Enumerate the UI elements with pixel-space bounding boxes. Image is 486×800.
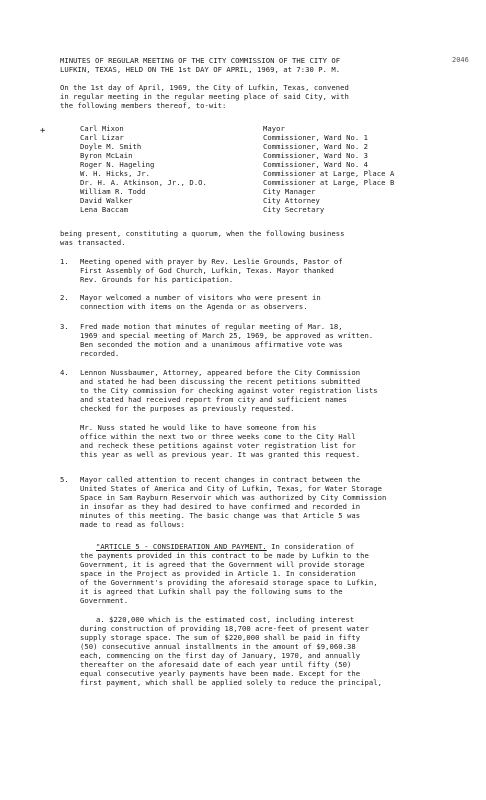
item-4-line: to the City commission for checking against voter registration lists: [80, 386, 378, 395]
item-1-line: First Assembly of God Church, Lufkin, Texas. Mayor thanked: [80, 266, 334, 275]
roll-title: Commissioner, Ward No. 1: [263, 133, 369, 142]
article-line: Government, it is agreed that the Government will provide storage: [80, 560, 365, 569]
item-3-line: recorded.: [80, 349, 120, 358]
article-sub-line: during construction of providing 18,700 acre-feet of present water: [80, 624, 369, 633]
roll-name: Doyle M. Smith: [80, 142, 142, 151]
item-5-line: made to read as follows:: [80, 520, 186, 529]
item-3-line: 1969 and special meeting of March 25, 1969, be approved as written.: [80, 331, 374, 340]
intro-line-3: the following members thereof, to-wit:: [60, 101, 227, 110]
roll-title: City Secretary: [263, 205, 325, 214]
item-number: 1.: [60, 257, 69, 266]
quorum-line-1: being present, constituting a quorum, when the following business: [60, 229, 345, 238]
minutes-header-line-1: MINUTES OF REGULAR MEETING OF THE CITY COMMISSION OF THE CITY OF: [60, 56, 341, 65]
item-4-line: Lennon Nussbaumer, Attorney, appeared before the City Commission: [80, 368, 361, 377]
roll-title: Mayor: [263, 124, 285, 133]
article-line: of the Government's providing the aforesaid storage space to Lufkin,: [80, 578, 378, 587]
item-1-line: Rev. Grounds for his participation.: [80, 275, 234, 284]
roll-title: Commissioner, Ward No. 2: [263, 142, 369, 151]
minutes-header-line-2: LUFKIN, TEXAS, HELD ON THE 1st DAY OF APRIL, 1969, at 7:30 P. M.: [60, 65, 341, 74]
item-5-line: in insofar as they had desired to have confirmed and recorded in: [80, 502, 361, 511]
item-5-line: United States of America and City of Lufkin, Texas, for Water Storage: [80, 484, 383, 493]
roll-name: Roger N. Hageling: [80, 160, 155, 169]
article-sub-line: supply storage space. The sum of $220,000 shall be paid in fifty: [80, 633, 361, 642]
article-heading: "ARTICLE 5 - CONSIDERATION AND PAYMENT.: [96, 542, 267, 551]
roll-name: William R. Todd: [80, 187, 146, 196]
roll-title: City Manager: [263, 187, 316, 196]
roll-name: Carl Lizar: [80, 133, 124, 142]
article-heading-line: [96, 542, 354, 551]
item-4-para2-line: this year as well as previous year. It was granted this request.: [80, 450, 361, 459]
item-number: 5.: [60, 475, 69, 484]
item-4-line: checked for the purposes as previously requested.: [80, 404, 295, 413]
article-line: it is agreed that Lufkin shall pay the following sums to the: [80, 587, 343, 596]
roll-name: David Walker: [80, 196, 133, 205]
item-5-line: Mayor called attention to recent changes in contract between the: [80, 475, 361, 484]
roll-name: W. H. Hicks, Jr.: [80, 169, 151, 178]
item-5-line: Space in Sam Rayburn Reservoir which was authorized by City Commission: [80, 493, 387, 502]
roll-title: Commissioner at Large, Place B: [263, 178, 395, 187]
item-number: 3.: [60, 322, 69, 331]
item-4-line: and stated he had been discussing the recent petitions submitted: [80, 377, 361, 386]
article-sub-line: a. $220,000 which is the estimated cost, including interest: [96, 615, 355, 624]
corner-stamp: 2046: [452, 56, 469, 64]
item-2-line: Mayor welcomed a number of visitors who were present in: [80, 293, 321, 302]
intro-line-2: in regular meeting in the regular meeting place of said City, with: [60, 92, 349, 101]
item-3-line: Ben seconded the motion and a unanimous affirmative vote was: [80, 340, 343, 349]
article-heading-rest: In consideration of: [266, 542, 355, 551]
article-sub-line: (50) consecutive annual installments in the amount of $9,060.38: [80, 642, 356, 651]
roll-name: Lena Baccam: [80, 205, 129, 214]
item-number: 2.: [60, 293, 69, 302]
article-sub-line: each, commencing on the first day of January, 1970, and annually: [80, 651, 361, 660]
roll-name: Byron McLain: [80, 151, 133, 160]
item-4-para2-line: Mr. Nuss stated he would like to have someone from his: [80, 423, 317, 432]
item-4-para2-line: office within the next two or three weeks come to the City Hall: [80, 432, 356, 441]
article-sub-line: equal consecutive yearly payments have been made. Except for the: [80, 669, 361, 678]
item-4-para2-line: and recheck these petitions against voter registration list for: [80, 441, 356, 450]
roll-name: Carl Mixon: [80, 124, 124, 133]
roll-title: Commissioner, Ward No. 4: [263, 160, 369, 169]
quorum-line-2: was transacted.: [60, 238, 126, 247]
item-number: 4.: [60, 368, 69, 377]
article-line: the payments provided in this contract to be made by Lufkin to the: [80, 551, 369, 560]
roll-name: Dr. H. A. Atkinson, Jr., D.O.: [80, 178, 207, 187]
article-line: space in the Project as provided in Article 1. In consideration: [80, 569, 356, 578]
article-sub-line: first payment, which shall be applied solely to reduce the principal,: [80, 678, 383, 687]
item-2-line: connection with items on the Agenda or as observers.: [80, 302, 308, 311]
article-line: Government.: [80, 596, 129, 605]
item-3-line: Fred made motion that minutes of regular meeting of Mar. 18,: [80, 322, 343, 331]
roll-title: City Attorney: [263, 196, 320, 205]
intro-line-1: On the 1st day of April, 1969, the City of Lufkin, Texas, convened: [60, 83, 349, 92]
item-4-line: and stated had received report from city and sufficient names: [80, 395, 348, 404]
roll-title: Commissioner, Ward No. 3: [263, 151, 369, 160]
margin-mark: +: [40, 126, 46, 136]
item-5-line: minutes of this meeting. The basic change was that Article 5 was: [80, 511, 361, 520]
item-1-line: Meeting opened with prayer by Rev. Leslie Grounds, Pastor of: [80, 257, 343, 266]
roll-title: Commissioner at Large, Place A: [263, 169, 395, 178]
article-sub-line: thereafter on the aforesaid date of each year until fifty (50): [80, 660, 352, 669]
